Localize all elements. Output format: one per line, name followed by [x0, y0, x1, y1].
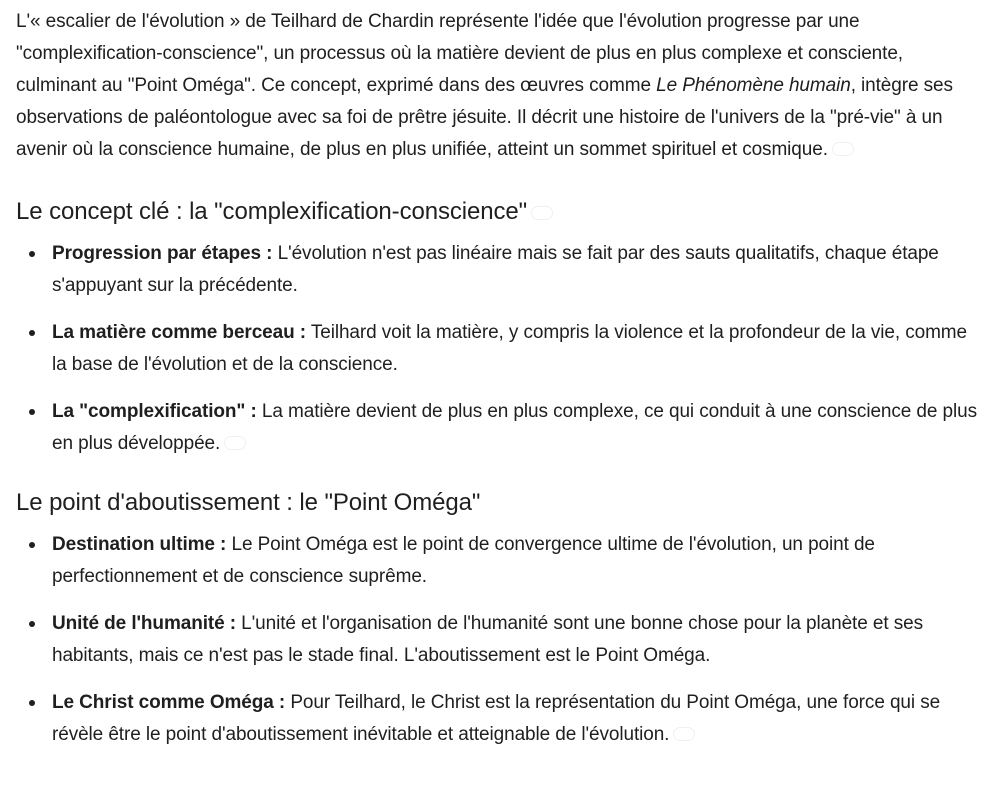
list-item-term: Le Christ comme Oméga : [52, 692, 286, 713]
book-title: Le Phénomène humain [656, 75, 851, 96]
list-item [52, 317, 981, 381]
intro-text-1: L'« escalier de l'évolution » de Teilhard de Chardin représente l'idée que l'évolution progresse par une "complexification-conscience", un processus où la matière devient de plus en plus complexe et consciente, culminant au "Point Oméga". Ce concept, exprimé dans des œuvres comme [16, 11, 903, 96]
list-item [52, 608, 981, 672]
list-item [52, 238, 981, 302]
source-chip-icon[interactable] [224, 436, 246, 450]
section-heading-concept: Le concept clé : la "complexification-conscience" [16, 196, 981, 228]
section-heading-omega: Le point d'aboutissement : le "Point Oméga" [16, 489, 481, 516]
list-item-text: Teilhard voit la matière, y compris la violence et la profondeur de la vie, comme la base de l'évolution et de la conscience. [52, 322, 968, 375]
list-item-term: Unité de l'humanité : [52, 613, 236, 634]
list-item-term: Destination ultime : [52, 534, 227, 555]
source-chip-icon[interactable] [832, 142, 854, 156]
list-item [52, 529, 981, 593]
list-item-text: L'unité et l'organisation de l'humanité sont une bonne chose pour la planète et ses habitants, mais ce n'est pas le stade final. L'aboutissement est le Point Oméga. [52, 613, 923, 666]
intro-paragraph [16, 6, 981, 166]
list-item-text: Le Point Oméga est le point de convergence ultime de l'évolution, un point de perfectionnement et de conscience suprême. [52, 534, 875, 587]
list-item-text: Pour Teilhard, le Christ est la représentation du Point Oméga, une force qui se révèle être le point d'aboutissement inévitable et atteignable de l'évolution. [52, 692, 941, 745]
source-chip-icon[interactable] [673, 727, 695, 741]
list-item-text: La matière devient de plus en plus complexe, ce qui conduit à une conscience de plus en plus développée. [52, 401, 977, 454]
source-chip-icon[interactable] [531, 206, 553, 220]
list-item [52, 687, 981, 751]
omega-list [16, 529, 981, 751]
list-item-term: La matière comme berceau : [52, 322, 307, 343]
intro-text-2: , intègre ses observations de paléontologue avec sa foi de prêtre jésuite. Il décrit une histoire de l'univers de la "pré-vie" à un avenir où la conscience humaine, de plus en plus unifiée, atteint un sommet spirituel et cosmique. [16, 75, 953, 160]
concept-list [16, 238, 981, 460]
list-item-text: L'évolution n'est pas linéaire mais se fait par des sauts qualitatifs, chaque étape s'appuyant sur la précédente. [52, 243, 939, 296]
list-item-term: La "complexification" : [52, 401, 257, 422]
list-item [52, 396, 981, 460]
list-item-term: Progression par étapes : [52, 243, 273, 264]
